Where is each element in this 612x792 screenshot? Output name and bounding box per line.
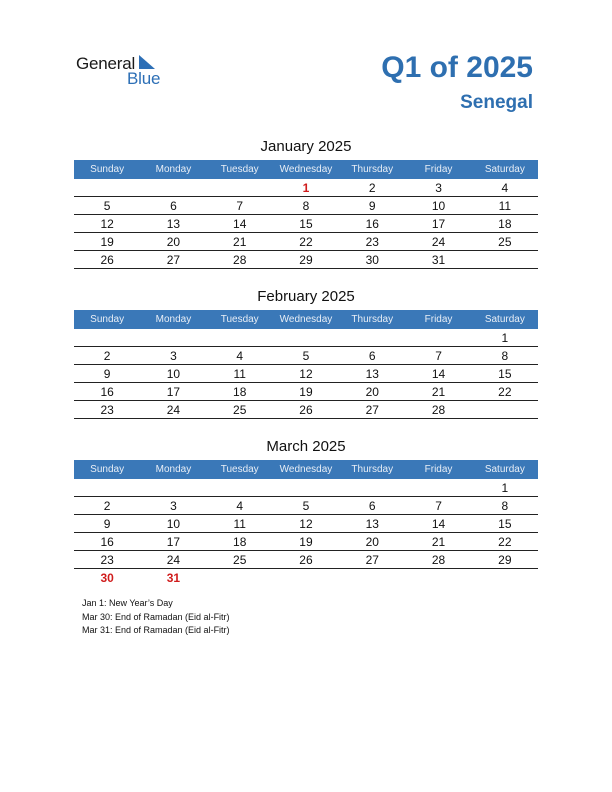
week-row xyxy=(74,533,538,551)
empty-day-cell xyxy=(472,251,538,268)
day-cell: 1 xyxy=(501,331,509,345)
weekday-header xyxy=(74,160,538,179)
day-cell: 2 xyxy=(103,349,111,363)
weekday-label: Sunday xyxy=(90,464,125,475)
weekday-label: Tuesday xyxy=(220,164,259,175)
day-cell: 3 xyxy=(170,349,177,363)
weekday-label: Sunday xyxy=(90,164,125,175)
weekday-label: Saturday xyxy=(484,314,525,325)
day-cell: 22 xyxy=(299,235,313,249)
day-cell: 9 xyxy=(368,199,376,213)
day-cell: 11 xyxy=(233,517,246,531)
weekday-label: Saturday xyxy=(484,164,525,175)
day-cell: 10 xyxy=(166,367,181,381)
day-cell: 16 xyxy=(100,535,114,549)
day-cell: 4 xyxy=(236,499,244,513)
month-january xyxy=(74,137,538,269)
day-cell: 2 xyxy=(103,499,111,513)
holiday-notes xyxy=(82,597,230,638)
empty-day-cell xyxy=(74,179,140,196)
day-cell: 28 xyxy=(431,553,446,567)
page-title: Q1 of 2025 xyxy=(381,51,533,84)
weekday-label: Wednesday xyxy=(279,164,333,175)
weekday-label: Thursday xyxy=(351,164,394,175)
day-cell: 1 xyxy=(302,181,310,195)
day-cell: 2 xyxy=(368,181,376,195)
day-cell: 20 xyxy=(365,385,379,399)
day-cell: 25 xyxy=(233,553,247,567)
day-cell: 17 xyxy=(166,535,181,549)
day-cell: 29 xyxy=(299,253,313,267)
day-cell: 31 xyxy=(431,253,446,267)
day-cell: 11 xyxy=(498,199,512,213)
day-cell: 20 xyxy=(365,535,379,549)
day-cell: 7 xyxy=(236,199,244,213)
empty-day-cell xyxy=(273,479,339,496)
logo-word-general: General xyxy=(76,54,136,73)
day-cell: 1 xyxy=(501,481,509,495)
day-cell: 26 xyxy=(100,253,114,267)
day-cell: 4 xyxy=(501,181,509,195)
empty-day-cell xyxy=(207,329,273,346)
day-cell: 8 xyxy=(302,199,310,213)
day-cell: 21 xyxy=(431,385,446,399)
weekday-label: Thursday xyxy=(351,314,394,325)
day-cell: 28 xyxy=(233,253,247,267)
week-row xyxy=(74,329,538,347)
week-row xyxy=(74,497,538,515)
day-cell: 3 xyxy=(435,181,442,195)
day-cell: 21 xyxy=(431,535,446,549)
day-cell: 23 xyxy=(100,403,114,417)
day-cell: 28 xyxy=(431,403,446,417)
weekday-label: Tuesday xyxy=(220,464,259,475)
day-cell: 7 xyxy=(435,499,442,513)
weekday-label: Friday xyxy=(424,464,453,475)
weekday-label: Monday xyxy=(155,314,192,325)
day-cell: 27 xyxy=(365,403,379,417)
empty-day-cell xyxy=(207,179,273,196)
week-row xyxy=(74,383,538,401)
week-row xyxy=(74,215,538,233)
empty-day-cell xyxy=(472,401,538,418)
weekday-label: Sunday xyxy=(90,314,125,325)
day-cell: 8 xyxy=(501,499,509,513)
day-cell: 8 xyxy=(501,349,509,363)
day-cell: 5 xyxy=(302,349,310,363)
day-cell: 6 xyxy=(170,199,177,213)
empty-day-cell xyxy=(405,479,471,496)
day-cell: 6 xyxy=(368,349,376,363)
day-cell: 18 xyxy=(233,535,247,549)
day-cell: 20 xyxy=(166,235,181,249)
weekday-header xyxy=(74,460,538,479)
day-cell: 30 xyxy=(100,571,114,585)
empty-day-cell xyxy=(273,329,339,346)
day-cell: 29 xyxy=(498,553,512,567)
day-cell: 22 xyxy=(498,535,512,549)
weekday-label: Thursday xyxy=(351,464,394,475)
day-cell: 4 xyxy=(236,349,244,363)
weekday-label: Monday xyxy=(155,464,192,475)
day-cell: 11 xyxy=(233,367,246,381)
day-cell: 15 xyxy=(299,217,313,231)
holiday-note: Jan 1: New Year’s Day xyxy=(82,598,173,608)
day-cell: 24 xyxy=(431,235,446,249)
empty-day-cell xyxy=(207,569,273,587)
logo xyxy=(76,54,176,88)
day-cell: 23 xyxy=(365,235,379,249)
week-row xyxy=(74,251,538,269)
day-cell: 14 xyxy=(431,367,446,381)
day-cell: 12 xyxy=(100,217,114,231)
empty-day-cell xyxy=(339,329,405,346)
weekday-label: Friday xyxy=(424,314,453,325)
empty-day-cell xyxy=(140,479,206,496)
day-cell: 19 xyxy=(100,235,114,249)
day-cell: 12 xyxy=(299,367,313,381)
day-cell: 10 xyxy=(431,199,446,213)
week-row xyxy=(74,515,538,533)
day-cell: 25 xyxy=(498,235,512,249)
empty-day-cell xyxy=(273,569,339,587)
week-row xyxy=(74,233,538,251)
day-cell: 18 xyxy=(498,217,512,231)
day-cell: 18 xyxy=(233,385,247,399)
day-cell: 9 xyxy=(103,367,111,381)
weekday-label: Wednesday xyxy=(279,314,333,325)
week-row xyxy=(74,551,538,569)
day-cell: 16 xyxy=(365,217,379,231)
month-title: January 2025 xyxy=(260,138,352,155)
weekday-label: Wednesday xyxy=(279,464,333,475)
day-cell: 19 xyxy=(299,385,313,399)
logo-word-blue: Blue xyxy=(127,69,161,88)
day-cell: 23 xyxy=(100,553,114,567)
day-cell: 24 xyxy=(166,403,181,417)
empty-day-cell xyxy=(405,329,471,346)
day-cell: 12 xyxy=(299,517,313,531)
day-cell: 14 xyxy=(233,217,247,231)
day-cell: 14 xyxy=(431,517,446,531)
day-cell: 21 xyxy=(233,235,247,249)
day-cell: 7 xyxy=(435,349,442,363)
week-row xyxy=(74,479,538,497)
day-cell: 25 xyxy=(233,403,247,417)
week-row xyxy=(74,365,538,383)
holiday-note: Mar 30: End of Ramadan (Eid al-Fitr) xyxy=(82,611,230,622)
month-march xyxy=(74,437,538,587)
day-cell: 19 xyxy=(299,535,313,549)
empty-day-cell xyxy=(339,479,405,496)
empty-day-cell xyxy=(339,569,405,587)
weekday-label: Friday xyxy=(424,164,453,175)
day-cell: 13 xyxy=(365,367,379,381)
day-cell: 13 xyxy=(365,517,379,531)
month-title: March 2025 xyxy=(266,438,346,455)
day-cell: 30 xyxy=(365,253,379,267)
empty-day-cell xyxy=(472,569,538,587)
empty-day-cell xyxy=(74,329,140,346)
day-cell: 5 xyxy=(103,199,111,213)
day-cell: 26 xyxy=(299,403,313,417)
weekday-label: Monday xyxy=(155,164,192,175)
day-cell: 24 xyxy=(166,553,181,567)
day-cell: 3 xyxy=(170,499,177,513)
week-row xyxy=(74,197,538,215)
day-cell: 5 xyxy=(302,499,310,513)
day-cell: 31 xyxy=(166,571,181,585)
weekday-label: Saturday xyxy=(484,464,525,475)
day-cell: 13 xyxy=(166,217,181,231)
logo-flag-icon xyxy=(139,55,155,69)
day-cell: 17 xyxy=(166,385,181,399)
empty-day-cell xyxy=(207,479,273,496)
day-cell: 17 xyxy=(431,217,446,231)
day-cell: 15 xyxy=(498,517,512,531)
day-cell: 9 xyxy=(103,517,111,531)
empty-day-cell xyxy=(405,569,471,587)
week-row xyxy=(74,401,538,419)
weekday-label: Tuesday xyxy=(220,314,259,325)
month-february xyxy=(74,287,538,419)
holiday-note: Mar 31: End of Ramadan (Eid al-Fitr) xyxy=(82,625,230,635)
day-cell: 27 xyxy=(365,553,379,567)
day-cell: 26 xyxy=(299,553,313,567)
empty-day-cell xyxy=(140,179,206,196)
month-title: February 2025 xyxy=(257,288,355,305)
weekday-header xyxy=(74,310,538,329)
empty-day-cell xyxy=(74,479,140,496)
day-cell: 22 xyxy=(498,385,512,399)
week-row xyxy=(74,569,538,587)
week-row xyxy=(74,347,538,365)
day-cell: 16 xyxy=(100,385,114,399)
day-cell: 6 xyxy=(368,499,376,513)
empty-day-cell xyxy=(140,329,206,346)
day-cell: 10 xyxy=(166,517,181,531)
week-row xyxy=(74,179,538,197)
day-cell: 27 xyxy=(166,253,181,267)
country-subtitle: Senegal xyxy=(460,92,533,113)
day-cell: 15 xyxy=(498,367,512,381)
